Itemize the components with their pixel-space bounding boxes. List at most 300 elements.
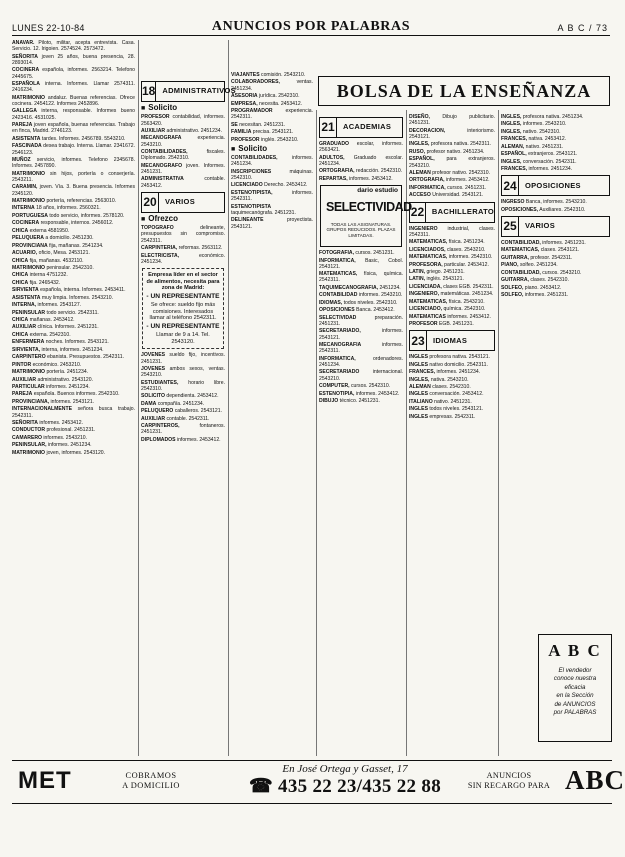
classified-ad [319,258,403,271]
ad-text: informes. 2453412. [355,390,400,397]
ad-text: inglés. 2543121. [426,276,464,283]
ads-list [409,354,495,420]
ad-keyword: ALEMAN [409,169,431,176]
classified-ad [319,398,403,404]
ad-keyword: TOPOGRAFO [141,225,174,232]
classified-ad [501,144,610,150]
ad-text: administrativo. 2543120. [37,376,93,383]
classified-ad [12,287,135,293]
ad-keyword: PIANO, [501,262,519,269]
ad-text: informes. 2453412. [445,177,490,184]
ad-text: nativa. 2453412. [528,136,567,143]
ad-text: interna. Informes. Llamar 2574311. 2416234. [12,81,136,94]
ad-text: escolar, informes. 2563421. [319,141,403,154]
classified-ad [141,416,225,422]
ad-keyword: ALEMAN, [501,143,525,150]
classified-ad [12,143,135,156]
column-rule [498,110,499,756]
ad-keyword: ADMINISTRATIVA [141,176,184,183]
ad-keyword: SEÑORITA [12,419,38,426]
promo-line: eficacia [564,683,586,691]
ad-keyword: PINTOR [12,361,32,368]
offer-contact: Llamar de 9 a 14. Tel. 2543120. [156,332,210,345]
ad-text: industrial, clases. 2542311. [409,225,495,238]
ad-text: Derecho. 2453412. [264,182,308,189]
ad-text: nativo. 2542310. [522,128,561,135]
classified-ad [501,129,610,135]
ad-keyword: LICENCIADO [231,182,263,189]
classified-ad [141,380,225,393]
classified-ad [141,437,225,443]
classified-ad [319,383,403,389]
section-header-oposiciones [501,175,610,196]
ad-text: económico. 2451234. [141,252,225,265]
ad-keyword: AUXILIAR [12,324,37,331]
section-label: VARIOS [525,221,555,231]
ad-keyword: CHICA [12,331,29,338]
ad-text: Dibujo publicitario. 2451231. [409,114,495,127]
classified-ad [409,284,495,290]
ad-text: precisa. 2543121. [252,129,294,136]
ad-keyword: CHICA [12,279,29,286]
classified-ad [501,247,610,253]
ad-keyword: ADULTOS, [319,154,345,161]
classified-ad [409,369,495,375]
classified-ad [12,339,135,345]
ad-keyword: CONTABILIDADES, [141,149,188,156]
ad-keyword: LICENCIADO, [409,306,443,313]
ad-text: cursos. 2451231. [447,184,487,191]
studio-name: dario estudio [357,187,398,195]
ad-keyword: PROFESOR [141,114,170,121]
ad-text: española. Buenos informes. 2542310. [33,391,120,398]
classified-ad [319,356,403,369]
ad-text: experiencia. 2543210. [141,135,225,148]
ad-keyword: GRADUADO [319,141,349,147]
ad-keyword: ACCESO [409,192,431,199]
ads-list [409,226,495,328]
classified-ad [501,255,610,261]
ad-keyword: MATEMATICAS, [409,239,448,246]
ad-text: profesor nativo. 2542310. [432,169,490,176]
ad-text: servicio, informes. Telefono 2345678. Informes. 2457890. [12,156,135,170]
ad-keyword: INGLES [409,391,428,398]
ad-text: experiencia. 2542311. [231,108,313,121]
classified-ad [12,302,135,308]
ad-text: clases. 2542310. [530,277,569,284]
classified-ad [12,391,135,397]
classified-ad [501,114,610,120]
ad-keyword: FRANCES, [501,166,528,173]
ad-keyword: CHICA [12,317,29,323]
ad-text: taquimecanógrafa. 2451231. [231,209,296,216]
ad-text: clases. 2543210. [446,246,486,253]
selectividad-ad [320,185,412,247]
ads-list [231,72,313,143]
classified-ad [409,247,495,253]
column-rule [228,40,229,756]
ad-text: todo servicio. 2542311. [46,309,99,316]
classified-ad [409,314,495,320]
offer-position: - UN REPRESENTANTE [146,322,220,330]
column-3-classifieds [231,72,313,756]
section-number: 18 [142,82,156,101]
ad-text: preparación. 2451231. [319,314,403,327]
classified-ad [12,220,135,226]
ads-list [501,114,610,172]
ad-text: dependienta. 2453412. [166,393,219,400]
met-logo: MET [18,767,72,794]
ad-text: profesor. 2542311. [530,254,573,261]
ad-keyword: ESTENOTIPISTA, [231,189,273,196]
classified-ad [12,310,135,316]
ad-keyword: MATEMATICAS [409,313,446,320]
ad-keyword: SELECTIVIDAD [319,314,357,321]
ad-text: joven española, buenas referencias. Trabajo en finca, Madrid. 2746123. [12,122,135,135]
ad-text: muy limpia. Informes. 2543210. [41,294,113,301]
ad-keyword: MUÑOZ [12,156,31,163]
classified-ad [12,250,135,256]
ad-keyword: INGLES [409,361,428,368]
ad-keyword: AUXILIAR [141,127,166,134]
ad-text: EGB. 2451231. [439,321,474,327]
ad-text: interna, responsable. Informes bueno 2423416. 4531025. [12,108,135,121]
ad-keyword: CHICA [12,227,29,234]
classified-ad [12,347,135,353]
classified-ad [409,141,495,147]
ad-text: jurídica. 2542310. [259,93,300,100]
issue-date: LUNES 22-10-84 [12,23,85,33]
classified-ad [12,369,135,375]
ad-text: desea trabajo. Interna. Llamar. 2341672. 2546123. [12,143,135,156]
phone-numbers: ☎ 435 22 23/435 22 88 [249,776,441,797]
ad-text: Auxiliares. 2542310. [539,206,586,213]
ad-text: conversación. 2453412. [429,391,484,398]
classified-ad [501,199,610,205]
section-number: 24 [502,176,519,195]
ad-text: física. 2451234. [448,239,485,246]
classified-ad [12,205,135,211]
ad-text: tardes. Informes. 2456789. 5543210. [41,135,126,142]
ad-text: a domicilio. 2451230. [45,235,94,242]
ad-text: clases. 2543121. [540,247,580,254]
anuncios-text [454,771,564,791]
ad-keyword: INGLES, [501,128,522,135]
ads-varios [141,225,225,265]
ad-text: fiscales. Diplomado. 2542310. [141,149,225,162]
section-number: 22 [410,203,426,222]
ad-text: cursos. 2542310. [350,383,391,390]
ad-text: internacional. 2543210. [319,369,403,382]
column-6-oposiciones [501,114,610,630]
ad-keyword: CONTABILIDADES, [231,155,278,162]
classified-ad [141,245,225,251]
classified-ad [409,399,495,405]
classified-ad [12,332,135,338]
classified-ad [141,408,225,414]
section-header-academias [319,117,403,138]
ad-keyword: LICENCIADOS, [409,246,446,253]
classified-ad [12,354,135,360]
ad-text: nativo domicilio. 2542311. [429,361,488,368]
ad-keyword: COLABORADORES, [231,79,280,86]
ad-text: extranjeros. 2543121. [528,151,578,158]
classified-ad [319,307,403,313]
ad-text: noches. Informes. 2543121. [45,339,109,346]
classified-ad [12,81,135,94]
classified-ad [141,149,225,162]
classified-ad [12,54,135,67]
ad-keyword: SOLFEO, [501,284,524,291]
column-2-classifieds [141,78,236,756]
ad-keyword: PROGRAMADOR [231,108,273,114]
ad-text: informes. 2543121. [319,328,403,341]
classified-ad [12,136,135,142]
section-header-administrativos [141,81,236,102]
ad-keyword: CONDUCTOR [12,427,46,434]
ad-keyword: ALEMAN [409,384,431,390]
ad-keyword: EMPRESA, [231,100,258,107]
ad-keyword: DIPLOMADOS [141,436,176,443]
ad-keyword: SE [231,121,238,128]
ad-keyword: ACUARIO, [12,250,38,257]
classified-ad [319,285,403,291]
ad-keyword: CAMARERO [12,434,42,441]
ad-text: Piloto, militar, acepta entrevista. Casa. Servicio. 12. Irigoien. 2574524. 2573472. [12,40,135,53]
classified-ad [409,226,495,239]
offer-body: Se ofrece: sueldo fijo más comisiones. Interesados llamar al teléfono 2542311. [149,302,217,322]
ad-keyword: GUITARRA, [501,277,529,284]
classified-ad [12,442,135,448]
section-label: ACADEMIAS [343,122,392,132]
ad-keyword: PAREJA [12,122,33,129]
subsection-solicito: ■ Solicito [231,146,313,153]
ad-text: contable. 2542311. [166,415,210,422]
ad-text: fontaneros. 2451231. [141,423,225,436]
ad-text: química. 2542310. [443,306,486,313]
ad-text: sueldo fijo, incentivos. 2451231. [141,352,225,365]
classified-ad [501,136,610,142]
ad-keyword: INGLES, [501,158,522,165]
ad-text: proyectista. 2543121. [231,217,313,230]
ad-keyword: ASESORIA [231,93,258,100]
ad-text: matemáticas. 2451234. [440,291,494,298]
classified-ad [319,391,403,397]
ad-text: fija. 2465432. [29,279,61,286]
classified-ad [141,114,225,127]
classified-ad [12,399,135,405]
classified-ad [141,401,225,407]
ad-keyword: PROFESOR [409,321,438,327]
classified-ad [409,177,495,183]
classified-ad [409,276,495,282]
ad-text: joven. Vía. 3. Buena presencia. Informes 2345120. [12,184,135,197]
classified-ad [231,137,313,143]
ad-text: 18 años, informes. 2560321. [36,205,101,212]
ad-keyword: DAMA [141,400,157,407]
ads-varios-continued [141,352,225,443]
ad-keyword: MATRIMONIO [12,449,46,456]
classified-ad [12,406,135,419]
classified-ad [319,250,403,256]
ad-text: clases EGB. 2542311. [443,283,494,290]
ad-text: peninsular. 2542310. [46,264,94,271]
classified-ad [409,128,495,141]
classified-ad [501,277,610,283]
ad-keyword: FAMILIA [231,129,252,136]
ad-keyword: CONTABILIDAD, [501,269,541,276]
ad-text: informes. 2543210. [43,434,88,441]
ad-keyword: INGLES, [409,376,430,383]
ad-keyword: DELINEANTE [231,217,264,224]
ad-text: Banca, informes. 2543210. [525,199,587,206]
ad-keyword: FRANCES, [409,369,436,376]
ad-text: profesora nativa. 2451234. [522,114,584,120]
ad-text: necesita. 2453412. [259,100,303,107]
ad-keyword: PELUQUERA [12,235,44,242]
classified-ad [319,342,403,355]
ad-text: señora busca trabajo. 2542311. [12,406,135,419]
classified-ad [141,253,225,266]
ad-text: informes. 2543127. [37,302,82,309]
ad-text: fija, mañanas. 4532110. [29,257,84,264]
classified-ad [141,163,225,176]
classified-ad [409,306,495,312]
ads-list [501,240,610,298]
ad-text: reformas. 2563112. [178,245,223,252]
ad-keyword: INTERNA, [12,302,37,309]
ad-text: Universidad. 2543121. [432,192,484,199]
ad-text: portería. 2451234. [46,369,89,376]
ad-text: cursos. 2543210. [542,269,582,276]
classified-ad [409,291,495,297]
ad-text: Banca. 2453412. [356,307,395,314]
classified-ad [12,280,135,286]
ad-text: inglés. 2543210. [261,136,299,143]
classified-ad [12,272,135,278]
ad-text: ordenadores. 2451234. [319,355,403,368]
ad-keyword: CONTABILIDAD [319,292,358,299]
ad-keyword: SECRETARIADO [319,369,360,376]
ad-keyword: FASCINADA [12,143,42,150]
classified-ad [409,362,495,368]
ad-keyword: MATRIMONIO [12,170,46,177]
ad-text: informes. 2453412. [447,313,491,320]
classified-ad [141,393,225,399]
ad-keyword: ORTOGRAFIA, [409,177,445,184]
ad-text: conversación. 2542311. [522,158,577,165]
ad-text: Basic, Cobol. 2543121. [319,257,404,270]
classified-ad [231,217,313,230]
ad-text: externa. 2542310. [29,331,71,338]
classified-ad [501,151,610,157]
column-4-academias [319,114,412,756]
ad-text: portería, referencias. 2563010. [46,198,117,204]
ad-text: profesora nativa. 2542311. [430,141,492,148]
classified-ad [409,354,495,360]
classified-ad [231,204,313,217]
classified-ad [12,377,135,383]
subsection-solicito: ■ Solicito [141,105,225,112]
ad-text: sin hijos, portería o conserjería. 2543211. [12,170,135,183]
ad-text: delineante, presupuestos sin compromiso. 2542311. [141,225,225,244]
section-header-bachillerato [409,202,495,223]
classified-ad [12,324,135,330]
classified-ad [12,122,135,135]
ad-keyword: MATEMATICAS, [409,298,448,305]
ad-keyword: AUXILIAR [141,415,166,422]
subsection-ofrezco: ■ Ofrezco [141,216,225,223]
ad-keyword: SIRVIENTA [12,287,39,294]
section-label: VARIOS [165,197,195,207]
ad-text: interna 4751232. [29,272,68,279]
ad-text: andaluz. Buenas referencias. Ofrece cocinera. 2454122. Informes 2452896. [12,94,135,107]
ad-text: clínica. Informes. 2451231. [37,324,99,331]
classified-ad [319,141,403,154]
ad-keyword: PORTUGUESA [12,212,48,219]
cobramos-text [96,771,206,791]
ads-list [319,250,403,404]
ad-keyword: CARPINTERIA, [141,245,178,252]
ad-keyword: LATIN, [409,268,426,275]
ad-text: externa 4581950. [29,227,70,234]
ad-text: administrativo. 2451234. [166,127,222,134]
ad-keyword: MECANOGRAFIA [319,342,362,348]
section-label: ADMINISTRATIVOS [162,86,236,96]
ad-text: horario libre. 2542310. [141,379,225,392]
ads-list [319,141,403,182]
ad-keyword: COCINERA [12,67,40,74]
ad-text: máquinas. 2542310. [231,168,313,181]
classified-ad [141,423,225,436]
column-rule [316,110,317,756]
classified-ad [409,391,495,397]
ad-keyword: DISEÑO, [409,114,430,120]
ad-text: española, interna. Informes. 2453411. [40,287,126,294]
ad-keyword: DECORACION, [409,127,446,134]
ad-keyword: IDIOMAS, [319,299,343,306]
ad-text: para extranjeros. 2543210. [409,156,495,169]
offer-position: - UN REPRESENTANTE [146,292,220,300]
ad-keyword: CARPINTEROS, [141,423,180,430]
ad-keyword: AUXILIAR [12,376,37,383]
classified-ad [319,168,403,174]
ad-keyword: MATRIMONIO [12,264,46,271]
classified-ad [231,79,313,92]
ad-keyword: ESTENOTIPISTA [231,203,272,210]
ad-text: compañía. 2451234. [157,400,205,407]
ad-text: cursos. 2451231. [355,250,395,257]
section-number: 25 [502,217,519,236]
ad-text: informes. 2542311. [231,189,313,203]
ad-text: 2451234. [379,284,401,291]
classified-ad [409,156,495,169]
classified-ad [409,170,495,176]
ad-keyword: ESTUDIANTES, [141,379,179,386]
ad-keyword: PROVINCIANA, [12,398,50,405]
classified-ad [12,198,135,204]
ad-keyword: PAREJA [12,391,33,398]
ad-text: contabilidad, informes. 2563420. [141,114,226,127]
ad-keyword: MATRIMONIO [12,94,46,101]
ads-administrativos [141,114,225,189]
ad-keyword: ANAVAR. [12,40,35,46]
section-number: 23 [410,331,427,350]
ad-keyword: PROFESORA, [409,261,443,268]
ads-list [409,114,495,199]
ad-text: profesor nativo. 2451234. [426,148,485,155]
ad-text: piano. 2453412. [524,284,562,291]
